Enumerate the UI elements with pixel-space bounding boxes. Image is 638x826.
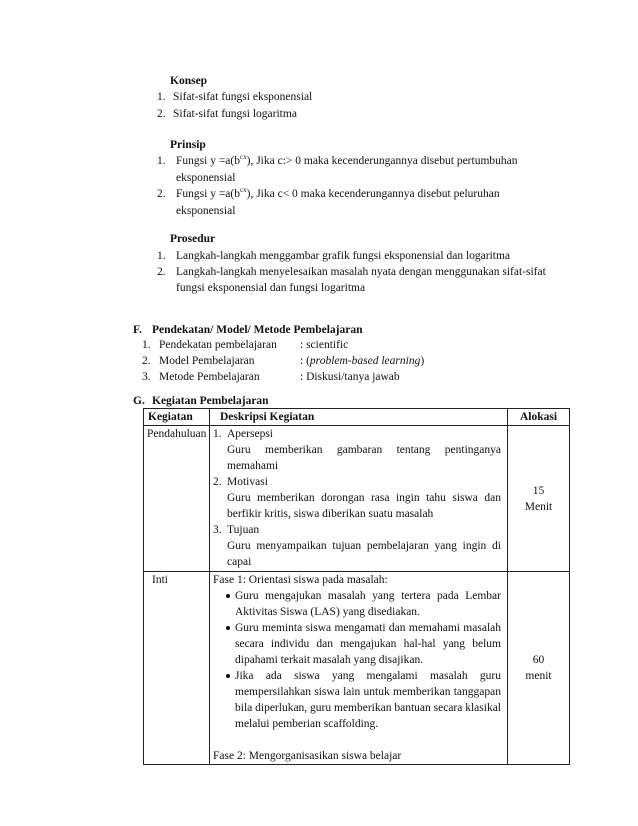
list-item-desc: berfikir kritis, siswa diberikan suatu masalah: [227, 508, 434, 520]
prinsip-heading: Prinsip: [170, 139, 206, 151]
cell-alokasi-pendahuluan: [508, 426, 570, 572]
table-row-pendahuluan: [144, 426, 570, 572]
section-f-row-2: 2. Model Pembelajaran : (problem-based learning): [142, 355, 425, 367]
header-kegiatan: Kegiatan: [144, 409, 210, 426]
cell-kegiatan-pendahuluan: Pendahuluan: [144, 426, 210, 572]
cell-deskripsi-pendahuluan: [210, 426, 508, 572]
list-item-desc: capai: [227, 556, 252, 568]
cell-deskripsi-inti: [210, 572, 508, 765]
list-item-desc: Guru memberikan gambaran tentang pentinganya: [227, 444, 501, 456]
prosedur-item-2-cont: fungsi eksponensial dan fungsi logaritma: [176, 282, 366, 294]
prosedur-heading: Prosedur: [170, 233, 216, 245]
cell-alokasi-inti: [508, 572, 570, 765]
table-row-inti: [144, 572, 570, 765]
prosedur-item-2: 2. Langkah-langkah menyelesaikan masalah nyata dengan menggunakan sifat-sifat: [157, 266, 546, 278]
section-f-heading: F. Pendekatan/ Model/ Metode Pembelajaran: [133, 324, 363, 336]
kegiatan-table: [143, 408, 570, 765]
konsep-item-2: 2. Sifat-sifat fungsi logaritma: [157, 108, 297, 120]
list-item-desc: bila diperlukan, guru memberikan bantuan secara klasikal: [235, 702, 501, 714]
list-item: 2. Motivasi: [213, 476, 268, 488]
header-deskripsi: Deskripsi Kegiatan: [210, 409, 508, 426]
list-item-desc: secara individu dan mengajukan hal-hal yang belum: [235, 638, 501, 650]
prinsip-item-2-cont: eksponensial: [176, 205, 236, 217]
prinsip-item-2: 2. Fungsi $y =a(b^{cx})$, Jika c< 0 maka kecenderungannya disebut peluruhan: [157, 186, 500, 200]
list-item: Guru mengajukan masalah yang tertera pada Lembar: [221, 588, 501, 604]
list-item-desc: mempersilahkan siswa lain untuk memberikan tanggapan: [235, 686, 501, 698]
fase-2-label: Fase 2: Mengorganisasikan siswa belajar: [213, 750, 402, 762]
list-item-desc: Guru memberikan dorongan rasa ingin tahu siswa dan: [227, 492, 501, 504]
konsep-item-1: 1. Sifat-sifat fungsi eksponensial: [157, 91, 313, 103]
prinsip-item-1-cont: eksponensial: [176, 172, 236, 184]
cell-kegiatan-inti: Inti: [144, 572, 210, 765]
prinsip-item-1: 1. Fungsi $y =a(b^{cx})$, Jika c:> 0 maka kecenderungannya disebut pertumbuhan: [157, 153, 518, 167]
konsep-heading: Konsep: [170, 75, 208, 87]
list-item-desc: Aktivitas Siswa (LAS) yang disediakan.: [235, 606, 420, 618]
list-item: 1. Apersepsi: [213, 428, 273, 440]
section-f-row-3: 3. Metode Pembelajaran : Diskusi/tanya jawab: [142, 371, 400, 383]
fase-1-label: Fase 1: Orientasi siswa pada masalah:: [213, 574, 388, 586]
list-item-desc: dipahami terkait masalah yang disajikan.: [235, 654, 424, 666]
list-item-desc: Guru menyampaikan tujuan pembelajaran yang ingin di: [227, 540, 501, 552]
list-item: Jika ada siswa yang mengalami masalah guru: [221, 668, 501, 684]
list-item: Guru meminta siswa mengamati dan memahami masalah: [221, 620, 501, 636]
list-item: 3. Tujuan: [213, 524, 260, 536]
alokasi-number: 60: [532, 654, 545, 666]
alokasi-unit: menit: [525, 670, 552, 682]
alokasi-number: 15: [532, 484, 545, 497]
header-alokasi: Alokasi: [508, 409, 570, 426]
alokasi-unit: Menit: [524, 500, 553, 513]
prosedur-item-1: 1. Langkah-langkah menggambar grafik fungsi eksponensial dan logaritma: [157, 250, 511, 262]
section-f-row-1: 1. Pendekatan pembelajaran : scientific: [142, 339, 349, 351]
list-item-desc: memahami: [227, 460, 279, 472]
table-header-row: [144, 409, 570, 426]
list-item-desc: melalui pemberian scaffolding.: [235, 718, 379, 730]
section-g-heading: G. Kegiatan Pembelajaran: [133, 395, 269, 407]
